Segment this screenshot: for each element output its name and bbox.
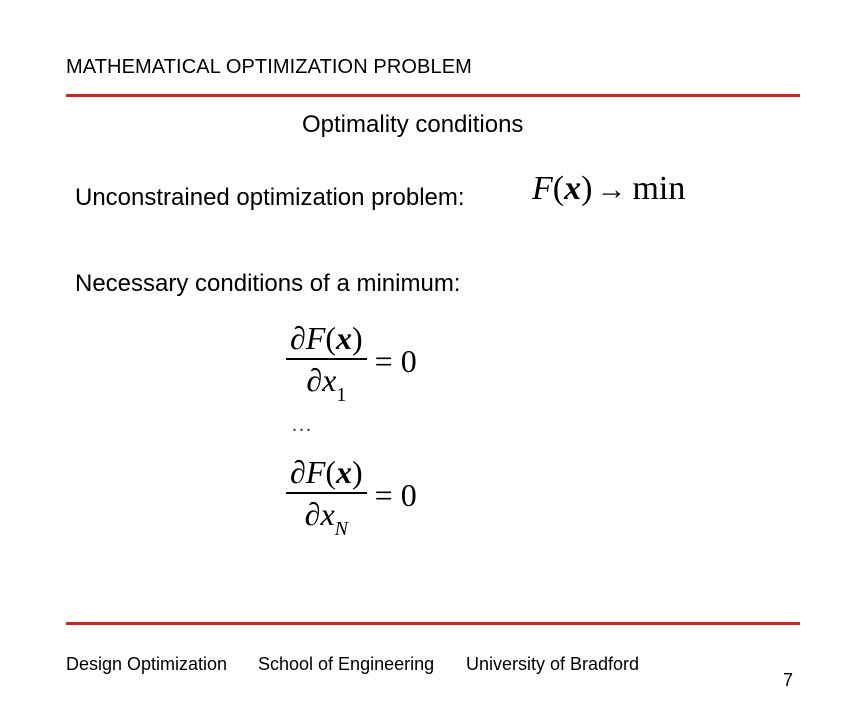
denominator-subscript: 1	[336, 384, 347, 406]
necessary-label: Necessary conditions of a minimum:	[75, 270, 461, 297]
footer-course: Design Optimization	[66, 654, 228, 674]
objective-op: min	[632, 170, 686, 207]
partial-symbol: ∂	[304, 496, 321, 532]
header-title: MATHEMATICAL OPTIMIZATION PROBLEM	[66, 56, 472, 78]
numerator	[286, 318, 367, 358]
numerator-close: )	[352, 320, 363, 356]
bottom-divider	[66, 622, 800, 625]
numerator-fn: F	[305, 454, 326, 490]
numerator-open: (	[325, 454, 337, 490]
condition-last	[286, 452, 417, 539]
footer-school: School of Engineering	[258, 654, 435, 674]
fraction	[286, 318, 367, 405]
unconstrained-label: Unconstrained optimization problem:	[75, 184, 465, 211]
partial-symbol: ∂	[290, 454, 306, 490]
objective-close: )	[581, 170, 593, 207]
ellipsis: ...	[292, 414, 313, 436]
denominator	[301, 494, 352, 539]
page-number: 7	[783, 670, 794, 690]
objective-formula	[532, 170, 685, 208]
numerator-var: x	[336, 454, 353, 490]
numerator-fn: F	[305, 320, 326, 356]
denominator-var: x	[322, 362, 337, 398]
numerator-open: (	[325, 320, 337, 356]
arrow-icon: →	[596, 173, 627, 206]
denominator-var: x	[320, 496, 335, 532]
denominator-subscript: N	[334, 518, 349, 540]
numerator	[286, 452, 367, 492]
partial-symbol: ∂	[306, 362, 323, 398]
objective-fn: F	[532, 170, 553, 207]
equals-zero: = 0	[374, 477, 417, 513]
objective-var: x	[564, 170, 582, 207]
denominator	[302, 360, 350, 405]
condition-first	[286, 318, 417, 405]
top-divider	[66, 94, 800, 97]
equals-zero: = 0	[374, 343, 417, 379]
objective-open: (	[552, 170, 565, 207]
footer-university: University of Bradford	[466, 654, 640, 674]
section-title: Optimality conditions	[302, 111, 524, 138]
partial-symbol: ∂	[290, 320, 306, 356]
numerator-var: x	[336, 320, 353, 356]
fraction	[286, 452, 367, 539]
numerator-close: )	[352, 454, 363, 490]
